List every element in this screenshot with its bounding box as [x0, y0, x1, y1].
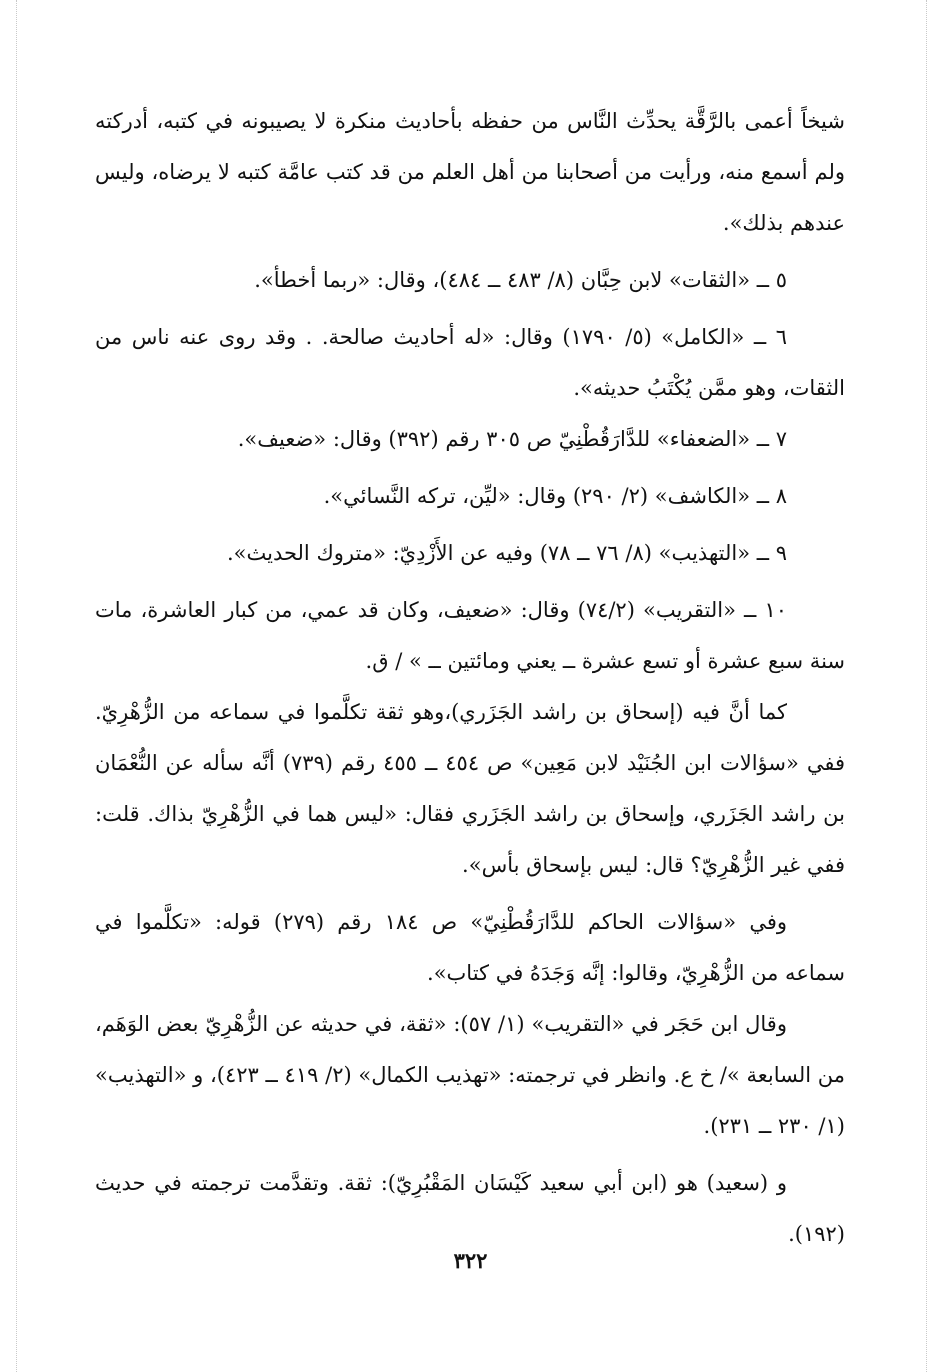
source-item-10: ١٠ ــ «التقريب» (٧٤/٢) وقال: «ضعيف، وكان قد عمي، من كبار العاشرة، مات سنة سبع عشرة أو تسع عشرة ــ يعني ومائتين ــ » / ق.: [95, 598, 845, 673]
page-body: [95, 96, 845, 1260]
source-item-6: ٦ ــ «الكامل» (٥/ ١٧٩٠) وقال: «له أحاديث صالحة. . وقد روى عنه ناس من الثقات، وهو ممَّن يُكْتَبُ حديثه».: [95, 325, 845, 400]
source-item-8: ٨ ــ «الكاشف» (٢/ ٢٩٠) وقال: «ليِّن، تركه النَّسائي».: [323, 484, 787, 508]
source-item-9: ٩ ــ «التهذيب» (٨/ ٧٦ ــ ٧٨) وفيه عن الأَزْدِيّ: «متروك الحديث».: [226, 541, 787, 565]
source-item-5: ٥ ــ «الثقات» لابن حِبَّان (٨/ ٤٨٣ ــ ٤٨٤)، وقال: «ربما أخطأ».: [254, 268, 787, 292]
left-margin-guide: [16, 0, 17, 1372]
page-number: ٣٢٢: [453, 1248, 488, 1273]
paragraph-hakim: وفي «سؤالات الحاكم للدَّارَقُطْنِيّ» ص ١٨٤ رقم (٢٧٩) قوله: «تكلَّموا في سماعه من الزُّهْرِيّ، وقالوا: إنَّه وَجَدَهُ في كتاب».: [95, 910, 845, 985]
paragraph-ishaq: كما أنَّ فيه (إسحاق بن راشد الجَزَري)،وهو ثقة تكلَّموا في سماعه من الزُّهْرِيّ. ففي «سؤالات ابن الجُنَيْد لابن مَعِين» ص ٤٥٤ ــ ٤٥٥ رقم (٧٣٩) أنَّه سأله عن النُّعْمَان بن راشد الجَزَري، وإسحاق بن راشد الجَزَري فقال: «ليس هما في الزُّهْرِيّ بذاك. قلت: ففي غير الزُّهْرِيّ؟ قال: ليس بإسحاق بأس».: [95, 700, 845, 877]
paragraph-said: و (سعيد) هو (ابن أبي سعيد كَيْسَان المَقْبُرِيّ): ثقة. وتقدَّمت ترجمته في حديث (١٩٢).: [95, 1171, 845, 1246]
source-item-7: ٧ ــ «الضعفاء» للدَّارَقُطْنِيّ ص ٣٠٥ رقم (٣٩٢) وقال: «ضعيف».: [237, 427, 787, 451]
right-margin-guide: [926, 0, 927, 1372]
paragraph-ibn-hajar: وقال ابن حَجَر في «التقريب» (١/ ٥٧): «ثقة، في حديثه عن الزُّهْرِيّ بعض الوَهَم، من السابعة »/ خ ع. وانظر في ترجمته: «تهذيب الكمال» (٢/ ٤١٩ ــ ٤٢٣)، و «التهذيب» (١/ ٢٣٠ ــ ٢٣١).: [95, 1012, 846, 1138]
paragraph-continuation: شيخاً أعمى بالرَّقَّة يحدِّث النَّاس من حفظه بأحاديث منكرة لا يصيبونه في كتبه، أدركته ولم أسمع منه، ورأيت من أصحابنا من أهل العلم من قد كتب عامَّة كتبه لا يرضاه، وليس عندهم بذلك».: [95, 109, 845, 235]
